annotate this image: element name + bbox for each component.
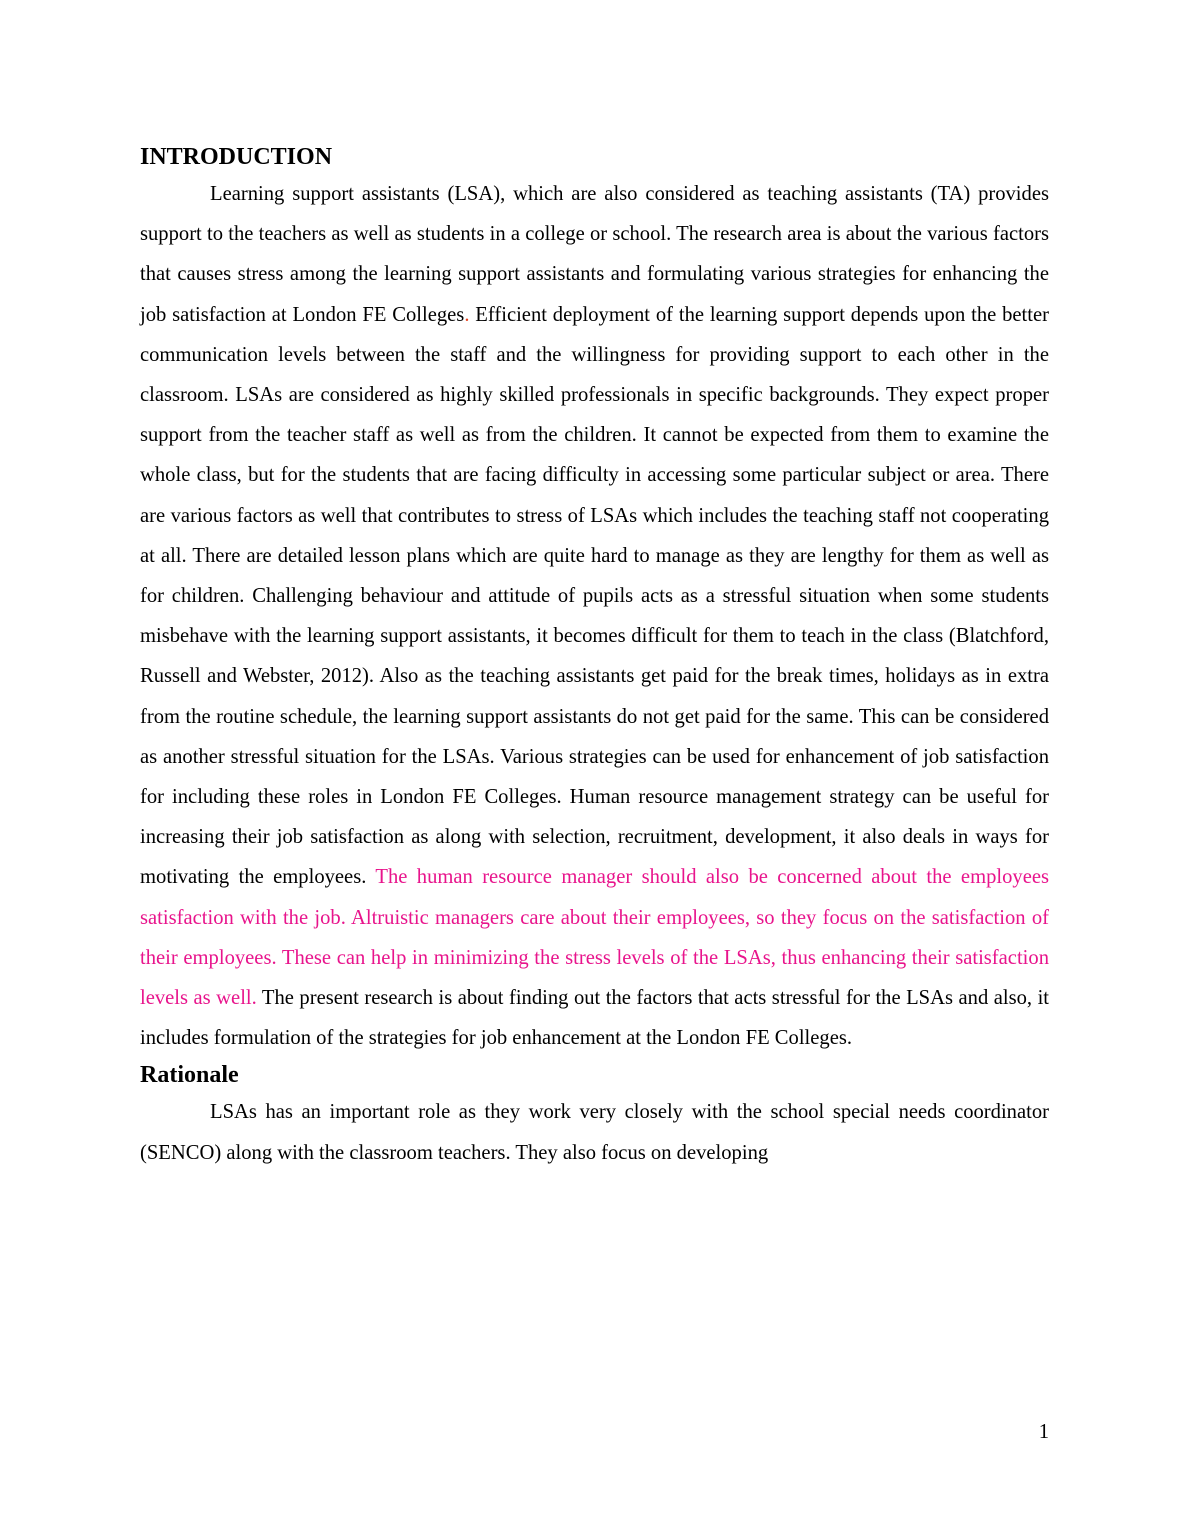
introduction-text-part2: Efficient deployment of the learning support depends upon the better communication levels between the staff and the willingness for providing support to each other in the classroom. LSAs are considered as highly skilled professionals in specific backgrounds. They expect proper support from the teacher staff as well as from the children. It cannot be expected from them to examine the whole class, but for the students that are facing difficulty in accessing some particular subject or area. There are various factors as well that contributes to stress of LSAs which includes the teaching staff not cooperating at all. There are detailed lesson plans which are quite hard to manage as they are lengthy for them as well as for children. Challenging behaviour and attitude of pupils acts as a stressful situation when some students misbehave with the learning support assistants, it becomes difficult for them to teach in the class (Blatchford, Russell and Webster, 2012). Also as the teaching assistants get paid for the break times, holidays as in extra from the routine schedule, the learning support assistants do not get paid for the same. This can be considered as another stressful situation for the LSAs. Various strategies can be used for enhancement of job satisfaction for including these roles in London FE Colleges. Human resource management strategy can be useful for increasing their job satisfaction as along with selection, recruitment, development, it also deals in ways for motivating the employees. — [140, 303, 1049, 889]
page-content — [140, 140, 1049, 1173]
introduction-heading: INTRODUCTION — [140, 144, 333, 170]
introduction-text-part1: Learning support assistants (LSA), which are also considered as teaching assistants (TA) provides support to the teachers as well as students in a college or school. The research area is about the various factors that causes stress among the learning support assistants and formulating various strategies for enhancing the job satisfaction at London FE Colleges — [140, 183, 1049, 326]
page-number: 1 — [1038, 1421, 1049, 1443]
introduction-text-part3: The present research is about finding out the factors that acts stressful for the LSAs and also, it includes formulation of the strategies for job enhancement at the London FE Colleges. — [140, 987, 1050, 1050]
rationale-heading: Rationale — [140, 1062, 239, 1089]
introduction-highlighted-text: The human resource manager should also be concerned about the employees satisfaction with the job. Altruistic managers care about their employees, so they focus on the satisfaction of their employees. These can help in minimizing the stress levels of the LSAs, thus enhancing their satisfaction levels as well. — [140, 866, 1049, 1010]
rationale-text: LSAs has an important role as they work very closely with the school special needs coordinator (SENCO) along with the classroom teachers. They also focus on developing — [140, 1101, 1049, 1164]
introduction-red-dot: . — [464, 303, 470, 326]
rationale-paragraph — [140, 1092, 1049, 1172]
introduction-paragraph — [140, 174, 1049, 1058]
